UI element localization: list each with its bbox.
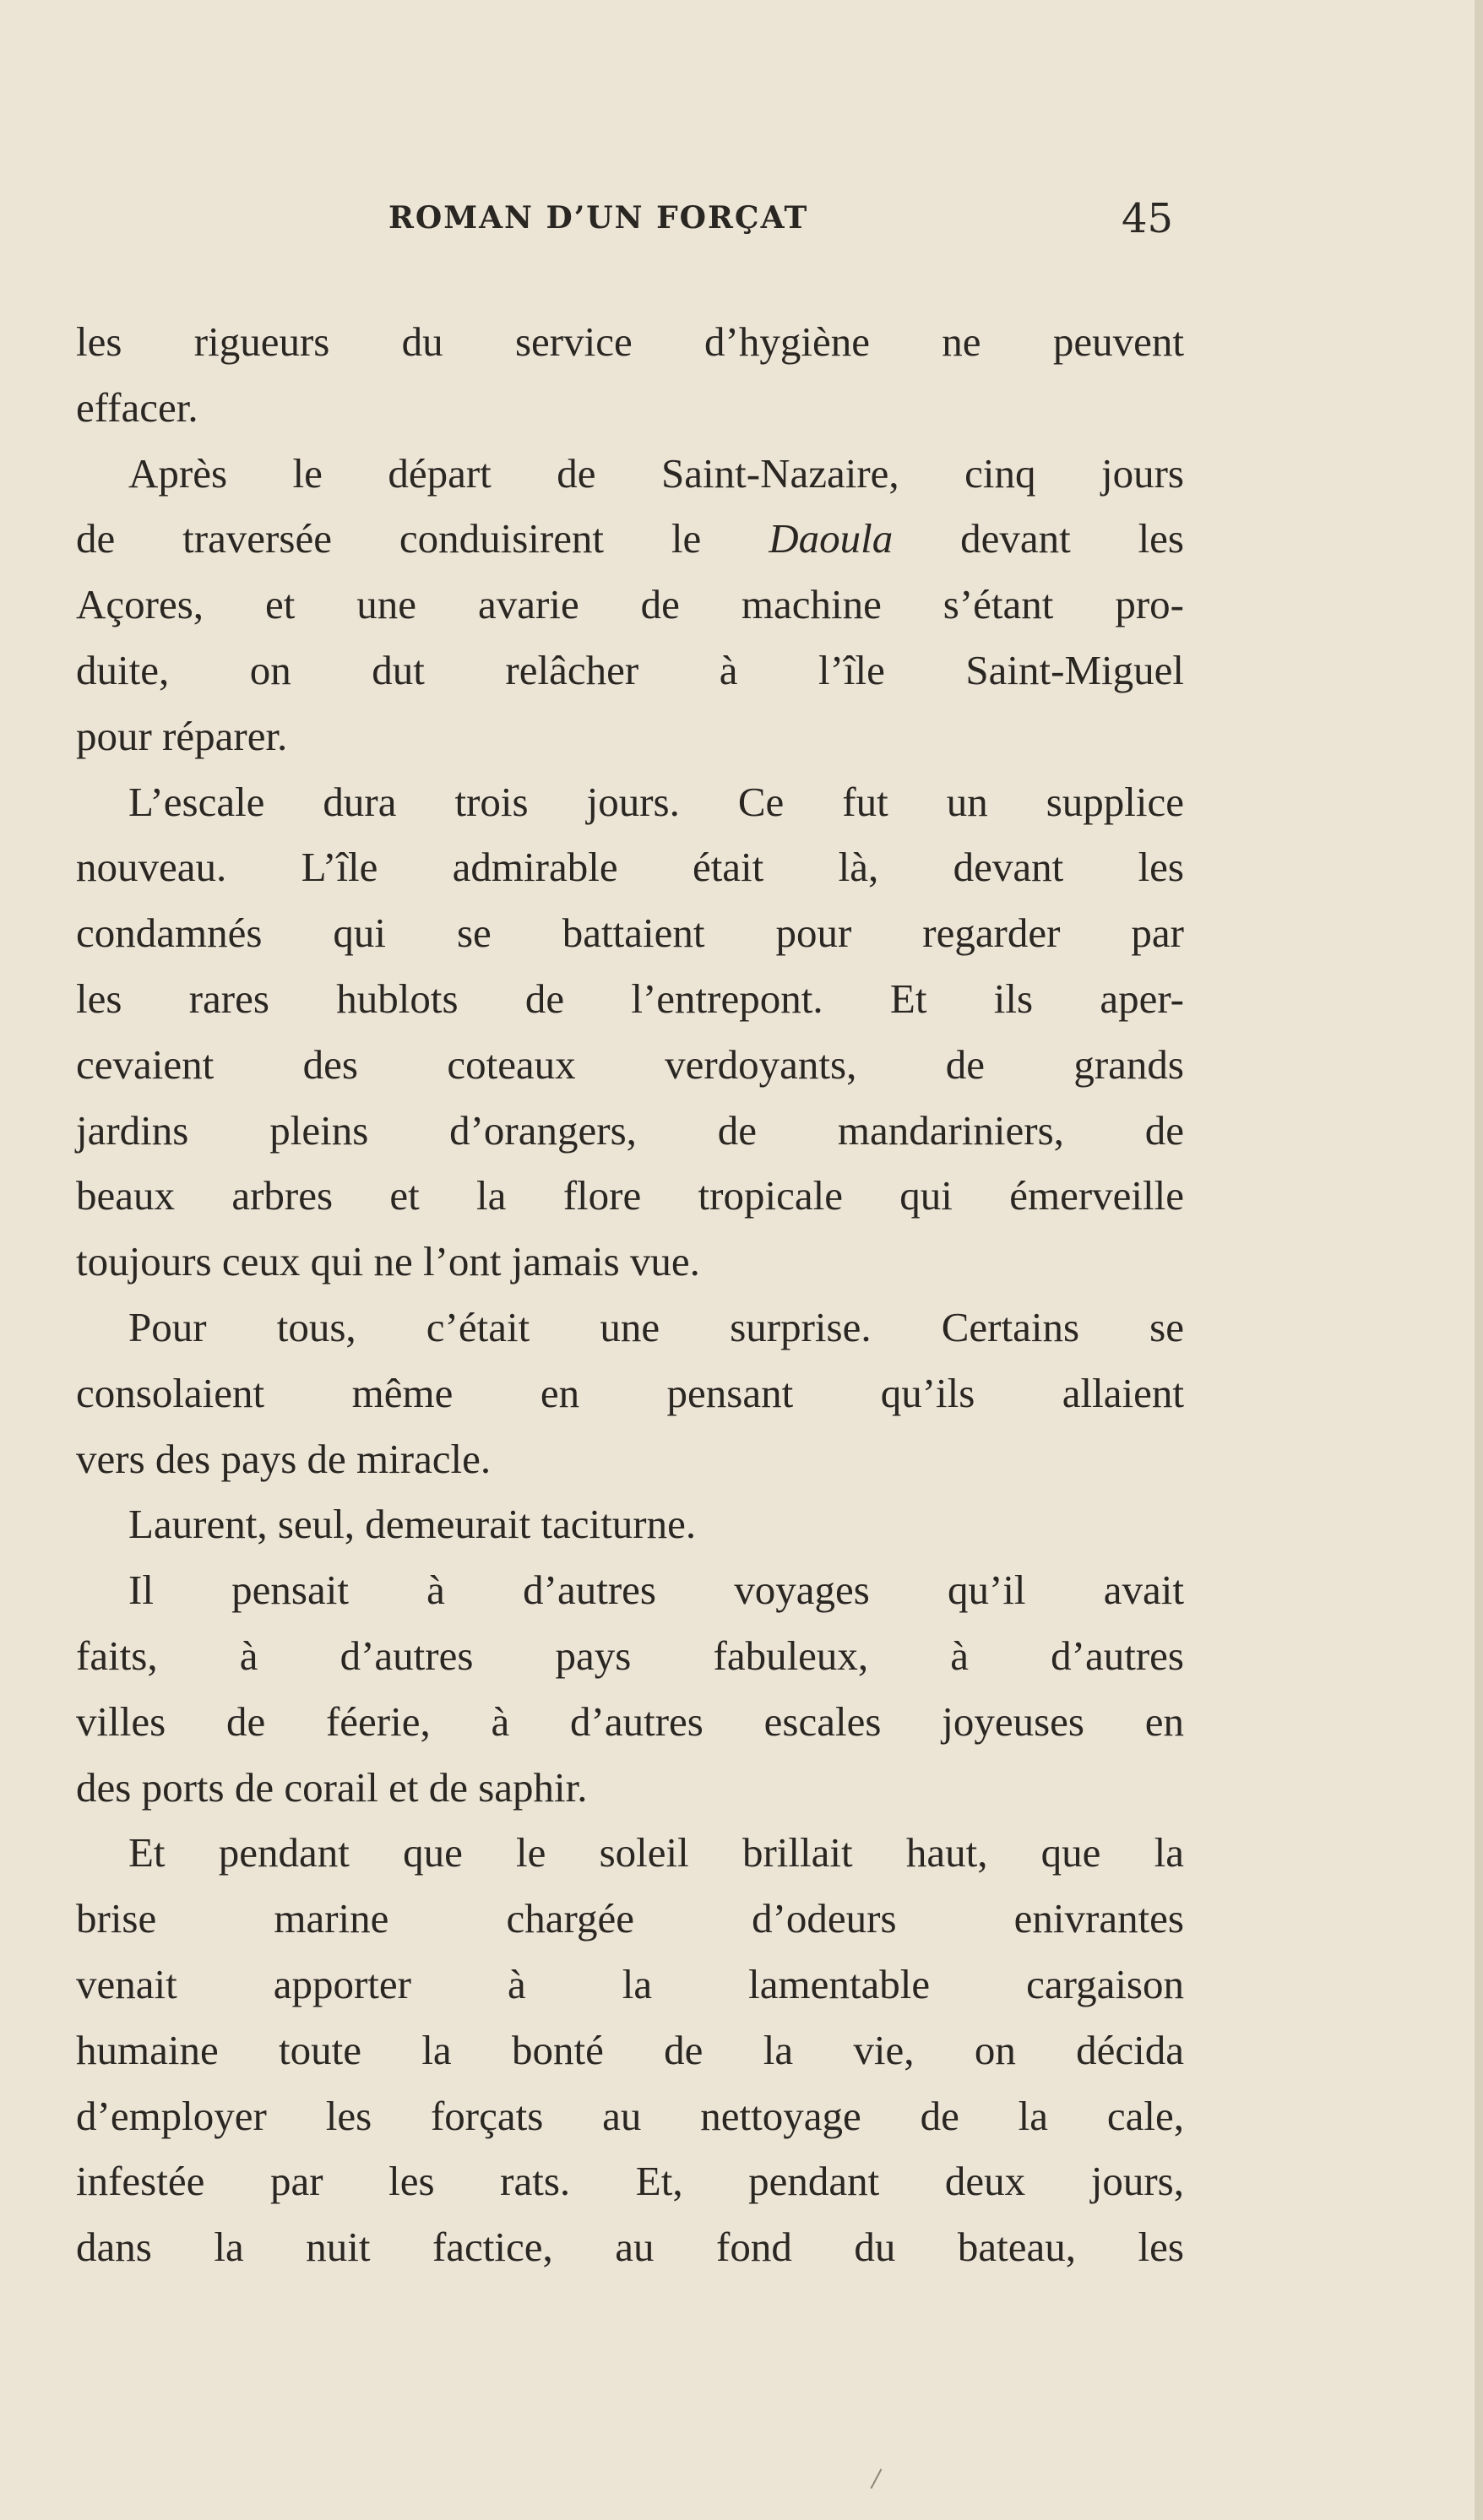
text-line: villes de féerie, à d’autres escales joyeuses en xyxy=(76,1697,1184,1745)
text-line: toujours ceux qui ne l’ont jamais vue. xyxy=(76,1238,700,1285)
text-line: Açores, et une avarie de machine s’étant pro- xyxy=(76,581,1184,628)
text-line xyxy=(76,506,1184,572)
text-line: vers des pays de miracle. xyxy=(76,1435,492,1482)
text-line: Laurent, seul, demeurait taciturne. xyxy=(128,1501,697,1548)
text-line: consolaient même en pensant qu’ils allaient xyxy=(76,1369,1184,1416)
text-line: brise marine chargée d’odeurs enivrantes xyxy=(76,1895,1184,1942)
page-number: 45 xyxy=(1122,195,1174,242)
paragraph xyxy=(76,1557,1184,1820)
text-line: L’escale dura trois jours. Ce fut un supplice xyxy=(128,778,1184,825)
running-title: ROMAN D’UN FORÇAT xyxy=(388,200,809,236)
text-line-part: de traversée conduisirent le xyxy=(76,515,702,562)
text-line: Et pendant que le soleil brillait haut, que la xyxy=(128,1829,1184,1876)
text-line: cevaient des coteaux verdoyants, de grands xyxy=(76,1040,1184,1088)
paragraph xyxy=(76,441,1184,769)
text-line: infestée par les rats. Et, pendant deux jours, xyxy=(76,2158,1184,2205)
text-line: d’employer les forçats au nettoyage de la cale, xyxy=(76,2092,1184,2139)
paragraph xyxy=(76,1820,1184,2280)
paragraph xyxy=(76,1491,1184,1557)
text-line: dans la nuit factice, au fond du bateau, les xyxy=(76,2224,1184,2271)
running-head xyxy=(0,190,1483,249)
pencil-mark xyxy=(870,2468,888,2492)
paragraph xyxy=(76,769,1184,1295)
paragraph xyxy=(76,1295,1184,1491)
text-line: pour réparer. xyxy=(76,712,288,759)
text-line: beaux arbres et la flore tropicale qui émerveille xyxy=(76,1172,1184,1219)
text-line: les rigueurs du service d’hygiène ne peuvent xyxy=(76,318,1184,365)
ship-name: Daoula xyxy=(769,515,894,562)
text-line-part: devant les xyxy=(960,515,1185,562)
text-line: venait apporter à la lamentable cargaison xyxy=(76,1960,1184,2007)
text-line: condamnés qui se battaient pour regarder par xyxy=(76,910,1184,957)
text-line: faits, à d’autres pays fabuleux, à d’autres xyxy=(76,1632,1184,1679)
text-line: nouveau. L’île admirable était là, devant les xyxy=(76,844,1184,891)
text-line: des ports de corail et de saphir. xyxy=(76,1763,588,1811)
text-line: les rares hublots de l’entrepont. Et ils aper- xyxy=(76,975,1184,1022)
text-line: Il pensait à d’autres voyages qu’il avait xyxy=(128,1567,1184,1614)
page-edge-shadow xyxy=(1475,0,1483,2520)
body-text xyxy=(76,309,1184,2280)
paragraph xyxy=(76,309,1184,441)
text-line: humaine toute la bonté de la vie, on décida xyxy=(76,2026,1184,2073)
text-line: Pour tous, c’était une surprise. Certains se xyxy=(128,1303,1184,1350)
text-line: Après le départ de Saint-Nazaire, cinq jours xyxy=(128,449,1184,497)
text-line: jardins pleins d’orangers, de mandariniers, de xyxy=(76,1106,1184,1154)
text-line: effacer. xyxy=(76,383,198,431)
text-line: duite, on dut relâcher à l’île Saint-Miguel xyxy=(76,646,1184,693)
